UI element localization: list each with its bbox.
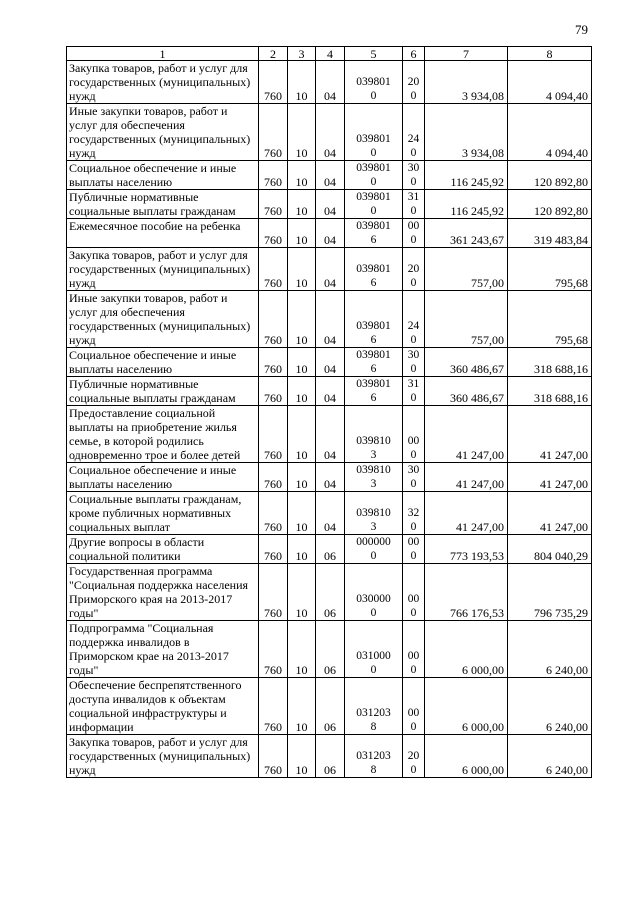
row-sum-1: 757,00 [425, 248, 508, 291]
row-sum-1: 116 245,92 [425, 161, 508, 190]
row-vr-line-2: 0 [410, 234, 417, 246]
row-sum-2: 4 094,40 [508, 104, 592, 161]
row-pr: 04 [316, 291, 345, 348]
row-pr: 04 [316, 190, 345, 219]
row-rz: 10 [288, 248, 316, 291]
row-vr-line-2: 0 [410, 90, 417, 102]
table-row [67, 161, 592, 190]
row-csr-line-2: 3 [370, 478, 377, 490]
row-pr: 04 [316, 463, 345, 492]
row-name: Предоставление социальной выплаты на приобретение жилья семье, в которой родились одновременно трое и более детей [67, 406, 259, 463]
row-name: Иные закупки товаров, работ и услуг для обеспечения государственных (муниципальных) нужд [67, 291, 259, 348]
row-sum-2: 318 688,16 [508, 377, 592, 406]
row-ved: 760 [259, 463, 288, 492]
row-pr: 06 [316, 621, 345, 678]
row-name: Публичные нормативные социальные выплаты гражданам [67, 377, 259, 406]
table-row [67, 248, 592, 291]
row-vr-line-2: 0 [410, 721, 417, 733]
row-rz: 10 [288, 492, 316, 535]
row-name: Социальное обеспечение и иные выплаты населению [67, 161, 259, 190]
row-sum-1: 6 000,00 [425, 621, 508, 678]
row-vr-line-1: 30 [407, 349, 420, 361]
row-pr: 06 [316, 678, 345, 735]
row-csr-line-2: 6 [370, 363, 377, 375]
row-csr-line-2: 8 [370, 764, 377, 776]
row-vr-line-2: 0 [410, 176, 417, 188]
table-row [67, 492, 592, 535]
row-vr-line-2: 0 [410, 363, 417, 375]
row-name: Закупка товаров, работ и услуг для государственных (муниципальных) нужд [67, 248, 259, 291]
row-vr-line-2: 0 [410, 147, 417, 159]
row-sum-1: 41 247,00 [425, 492, 508, 535]
table-row [67, 463, 592, 492]
table-row [67, 61, 592, 104]
row-pr: 04 [316, 377, 345, 406]
row-vr [403, 104, 425, 161]
row-ved: 760 [259, 377, 288, 406]
row-name: Ежемесячное пособие на ребенка [67, 219, 259, 248]
row-csr-line-2: 3 [370, 521, 377, 533]
row-sum-1: 3 934,08 [425, 61, 508, 104]
row-pr: 04 [316, 248, 345, 291]
row-vr-line-1: 20 [407, 76, 420, 88]
row-csr-line-1: 039801 [356, 263, 391, 275]
row-sum-2: 41 247,00 [508, 463, 592, 492]
row-pr: 06 [316, 735, 345, 778]
row-csr-line-1: 039810 [356, 507, 391, 519]
row-csr [345, 61, 403, 104]
row-pr: 06 [316, 564, 345, 621]
row-csr [345, 535, 403, 564]
row-vr-line-1: 00 [407, 593, 420, 605]
row-csr-line-2: 0 [370, 205, 377, 217]
row-rz: 10 [288, 535, 316, 564]
row-sum-2: 795,68 [508, 291, 592, 348]
row-sum-2: 319 483,84 [508, 219, 592, 248]
row-csr-line-1: 030000 [356, 593, 391, 605]
row-vr-line-2: 0 [410, 392, 417, 404]
table-row [67, 219, 592, 248]
row-pr: 04 [316, 61, 345, 104]
row-csr [345, 377, 403, 406]
row-csr [345, 104, 403, 161]
row-csr [345, 564, 403, 621]
row-ved: 760 [259, 61, 288, 104]
row-rz: 10 [288, 291, 316, 348]
row-rz: 10 [288, 564, 316, 621]
row-csr-line-1: 031203 [356, 750, 391, 762]
row-vr-line-2: 0 [410, 478, 417, 490]
row-ved: 760 [259, 621, 288, 678]
row-csr-line-1: 039801 [356, 378, 391, 390]
row-rz: 10 [288, 377, 316, 406]
row-vr-line-1: 31 [407, 378, 420, 390]
row-vr-line-1: 31 [407, 191, 420, 203]
row-sum-2: 6 240,00 [508, 621, 592, 678]
row-sum-1: 360 486,67 [425, 348, 508, 377]
budget-table [66, 46, 592, 778]
row-vr [403, 621, 425, 678]
row-pr: 06 [316, 535, 345, 564]
row-vr [403, 190, 425, 219]
row-sum-1: 3 934,08 [425, 104, 508, 161]
table-row [67, 564, 592, 621]
row-rz: 10 [288, 161, 316, 190]
row-sum-2: 796 735,29 [508, 564, 592, 621]
row-sum-2: 4 094,40 [508, 61, 592, 104]
row-vr [403, 406, 425, 463]
row-ved: 760 [259, 190, 288, 219]
row-sum-2: 6 240,00 [508, 735, 592, 778]
row-csr [345, 348, 403, 377]
column-header: 1 [67, 47, 259, 61]
column-header: 8 [508, 47, 592, 61]
row-pr: 04 [316, 348, 345, 377]
row-sum-1: 41 247,00 [425, 463, 508, 492]
row-sum-1: 766 176,53 [425, 564, 508, 621]
row-vr [403, 535, 425, 564]
row-name: Государственная программа "Социальная поддержка населения Приморского края на 2013-2017 годы" [67, 564, 259, 621]
row-vr-line-1: 00 [407, 536, 420, 548]
row-sum-1: 41 247,00 [425, 406, 508, 463]
row-rz: 10 [288, 219, 316, 248]
row-vr [403, 564, 425, 621]
row-csr-line-2: 0 [370, 176, 377, 188]
row-rz: 10 [288, 104, 316, 161]
row-name: Подпрограмма "Социальная поддержка инвалидов в Приморском крае на 2013-2017 годы" [67, 621, 259, 678]
row-rz: 10 [288, 190, 316, 219]
row-name: Социальное обеспечение и иные выплаты населению [67, 463, 259, 492]
row-name: Иные закупки товаров, работ и услуг для обеспечения государственных (муниципальных) нужд [67, 104, 259, 161]
row-pr: 04 [316, 219, 345, 248]
row-vr-line-1: 24 [407, 133, 420, 145]
row-csr-line-1: 039801 [356, 133, 391, 145]
row-csr-line-2: 0 [370, 664, 377, 676]
row-pr: 04 [316, 161, 345, 190]
row-vr-line-2: 0 [410, 205, 417, 217]
column-header: 2 [259, 47, 288, 61]
row-csr-line-2: 6 [370, 392, 377, 404]
row-pr: 04 [316, 406, 345, 463]
row-rz: 10 [288, 61, 316, 104]
row-ved: 760 [259, 678, 288, 735]
row-sum-2: 318 688,16 [508, 348, 592, 377]
row-sum-1: 6 000,00 [425, 735, 508, 778]
row-sum-2: 120 892,80 [508, 190, 592, 219]
row-sum-1: 6 000,00 [425, 678, 508, 735]
row-csr-line-1: 039810 [356, 435, 391, 447]
row-csr-line-1: 039810 [356, 464, 391, 476]
row-vr-line-2: 0 [410, 607, 417, 619]
row-vr [403, 248, 425, 291]
row-ved: 760 [259, 348, 288, 377]
row-name: Социальные выплаты гражданам, кроме публичных нормативных социальных выплат [67, 492, 259, 535]
row-sum-1: 116 245,92 [425, 190, 508, 219]
row-vr-line-1: 24 [407, 320, 420, 332]
row-csr [345, 190, 403, 219]
row-sum-2: 804 040,29 [508, 535, 592, 564]
row-csr-line-1: 039801 [356, 349, 391, 361]
row-rz: 10 [288, 621, 316, 678]
row-csr-line-1: 039801 [356, 76, 391, 88]
row-name: Социальное обеспечение и иные выплаты населению [67, 348, 259, 377]
row-csr-line-1: 039801 [356, 191, 391, 203]
row-csr [345, 291, 403, 348]
table-row [67, 348, 592, 377]
row-vr [403, 348, 425, 377]
row-csr-line-1: 031203 [356, 707, 391, 719]
row-vr [403, 678, 425, 735]
row-sum-2: 41 247,00 [508, 492, 592, 535]
row-csr-line-2: 8 [370, 721, 377, 733]
row-vr [403, 377, 425, 406]
row-csr [345, 161, 403, 190]
column-header: 3 [288, 47, 316, 61]
row-csr-line-2: 6 [370, 334, 377, 346]
row-sum-1: 361 243,67 [425, 219, 508, 248]
page-number: 79 [575, 22, 588, 37]
row-name: Публичные нормативные социальные выплаты гражданам [67, 190, 259, 219]
row-name: Закупка товаров, работ и услуг для государственных (муниципальных) нужд [67, 735, 259, 778]
row-vr [403, 291, 425, 348]
row-rz: 10 [288, 678, 316, 735]
row-ved: 760 [259, 735, 288, 778]
row-vr [403, 219, 425, 248]
row-vr-line-1: 20 [407, 263, 420, 275]
row-csr [345, 406, 403, 463]
row-csr [345, 219, 403, 248]
row-vr-line-2: 0 [410, 550, 417, 562]
row-sum-1: 757,00 [425, 291, 508, 348]
row-vr-line-2: 0 [410, 334, 417, 346]
table-row [67, 535, 592, 564]
row-ved: 760 [259, 564, 288, 621]
row-csr-line-1: 000000 [356, 536, 391, 548]
row-vr-line-1: 32 [407, 507, 420, 519]
row-csr-line-1: 039801 [356, 220, 391, 232]
table-row [67, 190, 592, 219]
column-header: 4 [316, 47, 345, 61]
row-csr-line-2: 3 [370, 449, 377, 461]
row-sum-1: 360 486,67 [425, 377, 508, 406]
row-sum-2: 6 240,00 [508, 678, 592, 735]
row-name: Закупка товаров, работ и услуг для государственных (муниципальных) нужд [67, 61, 259, 104]
row-sum-1: 773 193,53 [425, 535, 508, 564]
table-header-row [67, 47, 592, 61]
row-vr [403, 463, 425, 492]
row-vr-line-1: 00 [407, 220, 420, 232]
table-row [67, 377, 592, 406]
row-vr-line-1: 30 [407, 464, 420, 476]
row-pr: 04 [316, 104, 345, 161]
row-sum-2: 795,68 [508, 248, 592, 291]
row-csr-line-2: 0 [370, 607, 377, 619]
row-sum-2: 41 247,00 [508, 406, 592, 463]
column-header: 6 [403, 47, 425, 61]
row-vr [403, 735, 425, 778]
row-vr [403, 161, 425, 190]
row-vr-line-1: 00 [407, 707, 420, 719]
row-csr-line-2: 0 [370, 147, 377, 159]
row-vr [403, 492, 425, 535]
row-ved: 760 [259, 406, 288, 463]
table-row [67, 104, 592, 161]
table-row [67, 291, 592, 348]
row-ved: 760 [259, 104, 288, 161]
table-row [67, 621, 592, 678]
row-csr [345, 463, 403, 492]
row-vr-line-2: 0 [410, 764, 417, 776]
row-vr-line-1: 00 [407, 435, 420, 447]
row-vr-line-2: 0 [410, 277, 417, 289]
table-row [67, 406, 592, 463]
row-rz: 10 [288, 348, 316, 377]
row-vr-line-2: 0 [410, 521, 417, 533]
row-ved: 760 [259, 161, 288, 190]
row-vr-line-1: 00 [407, 650, 420, 662]
row-ved: 760 [259, 492, 288, 535]
table-row [67, 678, 592, 735]
row-sum-2: 120 892,80 [508, 161, 592, 190]
row-vr-line-2: 0 [410, 664, 417, 676]
row-ved: 760 [259, 219, 288, 248]
row-csr [345, 678, 403, 735]
row-vr-line-1: 20 [407, 750, 420, 762]
row-csr-line-2: 0 [370, 550, 377, 562]
row-pr: 04 [316, 492, 345, 535]
column-header: 7 [425, 47, 508, 61]
row-csr-line-2: 6 [370, 234, 377, 246]
row-vr [403, 61, 425, 104]
row-vr-line-1: 30 [407, 162, 420, 174]
row-rz: 10 [288, 463, 316, 492]
row-csr-line-2: 0 [370, 90, 377, 102]
row-ved: 760 [259, 535, 288, 564]
row-ved: 760 [259, 291, 288, 348]
row-ved: 760 [259, 248, 288, 291]
row-csr [345, 248, 403, 291]
row-name: Другие вопросы в области социальной политики [67, 535, 259, 564]
table-row [67, 735, 592, 778]
column-header: 5 [345, 47, 403, 61]
row-csr-line-1: 031000 [356, 650, 391, 662]
row-csr-line-2: 6 [370, 277, 377, 289]
row-name: Обеспечение беспрепятственного доступа инвалидов к объектам социальной инфраструктуры и информации [67, 678, 259, 735]
row-vr-line-2: 0 [410, 449, 417, 461]
row-csr [345, 492, 403, 535]
row-csr-line-1: 039801 [356, 162, 391, 174]
row-csr [345, 621, 403, 678]
row-rz: 10 [288, 406, 316, 463]
row-rz: 10 [288, 735, 316, 778]
row-csr-line-1: 039801 [356, 320, 391, 332]
row-csr [345, 735, 403, 778]
